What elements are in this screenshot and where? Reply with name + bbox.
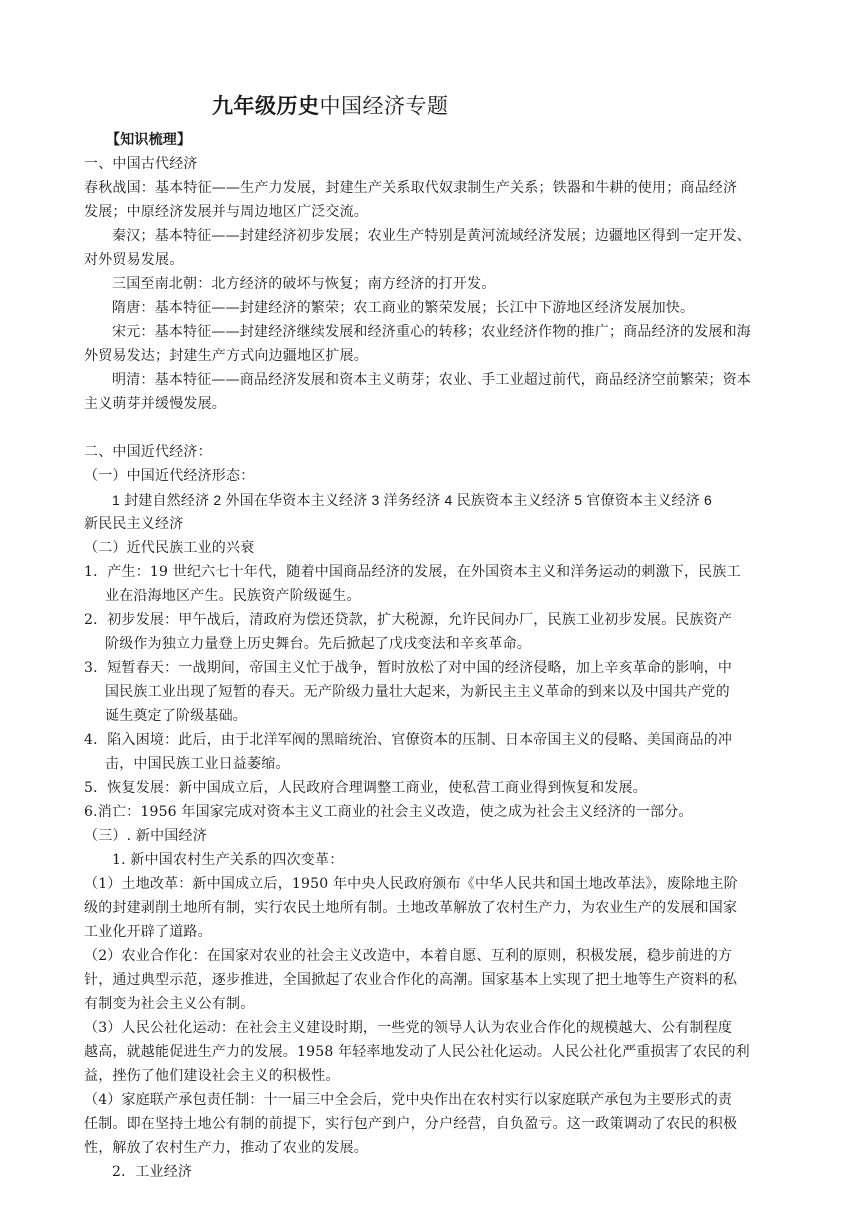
ancient-heading: 一、中国古代经济 [84, 156, 198, 172]
text-line: 春秋战国：基本特征——生产力发展，封建生产关系取代奴隶制生产关系；铁器和牛耕的使用；商品经济 [84, 180, 738, 196]
text-line: 秦汉；基本特征——封建经济初步发展；农业生产特别是黄河流域经济发展；边疆地区得到一定开发、 [112, 228, 751, 244]
national-industry-heading: （二）近代民族工业的兴衰 [84, 540, 255, 556]
text-line: （2）农业合作化：在国家对农业的社会主义改造中，本着自愿、互利的原则，积极发展，稳步前进的方 [84, 948, 733, 964]
text-line: 新民民主义经济 [84, 516, 184, 532]
title-part-topic: 中国经济专题 [319, 94, 449, 118]
text-line: 业在沿海地区产生。民族资产阶级诞生。 [105, 588, 361, 604]
list-item [84, 728, 780, 776]
list-item [84, 1016, 780, 1088]
list-item [84, 944, 780, 1016]
text-line: 级的封建剥削土地所有制，实行农民土地所有制。土地改革解放了农村生产力，为农业生产的发展和国家 [84, 900, 738, 916]
text-line: 发展；中原经济发展并与周边地区广泛交流。 [84, 204, 368, 220]
text-line: （3）人民公社化运动：在社会主义建设时期，一些党的领导人认为农业合作化的规模越大、公有制程度 [84, 1020, 733, 1036]
text-line: 4．陷入困境：此后，由于北洋军阀的黑暗统治、官僚资本的压制、日本帝国主义的侵略、美国商品的冲 [84, 732, 733, 748]
text-line: 有制变为社会主义公有制。 [84, 996, 255, 1012]
text-line: 性，解放了农村生产力，推动了农业的发展。 [84, 1140, 368, 1156]
text-line: （1）土地改革：新中国成立后，1950 年中央人民政府颁布《中华人民共和国土地改革法》，废除地主阶 [84, 876, 738, 892]
text-line: 诞生奠定了阶级基础。 [105, 708, 247, 724]
text-line: 主义萌芽并缓慢发展。 [84, 396, 226, 412]
text-line: 击，中国民族工业日益萎缩。 [105, 756, 290, 772]
text-line: 益，挫伤了他们建设社会主义的积极性。 [84, 1068, 340, 1084]
paragraph-sanguo: 三国至南北朝：北方经济的破坏与恢复；南方经济的打开发。 [112, 276, 496, 292]
paragraph-qinhan [84, 224, 780, 272]
section-label: 【知识梳理】 [106, 132, 192, 148]
list-item [84, 872, 780, 944]
text-line: 针，通过典型示范，逐步推进，全国掀起了农业合作化的高潮。国家基本上实现了把土地等生产资料的私 [84, 972, 738, 988]
new-china-heading: （三）. 新中国经济 [84, 828, 207, 844]
list-item: 5．恢复发展：新中国成立后，人民政府合理调整工商业，使私营工商业得到恢复和发展。 [84, 780, 647, 796]
paragraph-suitang: 隋唐：基本特征——封建经济的繁荣；农工商业的繁荣发展；长江中下游地区经济发展加快。 [112, 300, 695, 316]
page-title [212, 90, 449, 120]
industry-heading: 2．工业经济 [112, 1164, 193, 1180]
document-body [84, 128, 780, 1184]
list-item: 6.消亡：1956 年国家完成对资本主义工商业的社会主义改造，使之成为社会主义经济的一部分。 [84, 804, 693, 820]
text-line: 对外贸易发展。 [84, 252, 184, 268]
title-part-grade: 九年级历史 [212, 93, 320, 118]
modern-heading: 二、中国近代经济： [84, 444, 212, 460]
text-line: 1 封建自然经济 2 外国在华资本主义经济 3 洋务经济 4 民族资本主义经济 5 官僚资本主义经济 6 [112, 492, 713, 508]
paragraph-mingqing [84, 368, 780, 416]
paragraph-songyuan [84, 320, 780, 368]
text-line: 明清：基本特征——商品经济发展和资本主义萌芽；农业、手工业超过前代，商品经济空前繁荣；资本 [112, 372, 751, 388]
text-line: 越高，就越能促进生产力的发展。1958 年轻率地发动了人民公社化运动。人民公社化严重损害了农民的利 [84, 1044, 750, 1060]
spacer [84, 416, 780, 440]
list-item [84, 656, 780, 728]
text-line: （4）家庭联产承包责任制：十一届三中全会后，党中央作出在农村实行以家庭联产承包为主要形式的责 [84, 1092, 733, 1108]
forms-heading: （一）中国近代经济形态： [84, 468, 255, 484]
list-item [84, 560, 780, 608]
text-line: 阶级作为独立力量登上历史舞台。先后掀起了戊戌变法和辛亥革命。 [105, 636, 531, 652]
list-item [84, 608, 780, 656]
text-line: 任制。即在坚持土地公有制的前提下，实行包产到户，分户经营，自负盈亏。这一政策调动了农民的积极 [84, 1116, 738, 1132]
text-line: 外贸易发达；封建生产方式向边疆地区扩展。 [84, 348, 368, 364]
text-line: 工业化开辟了道路。 [84, 924, 212, 940]
text-line: 国民族工业出现了短暂的春天。无产阶级力量壮大起来，为新民主主义革命的到来以及中国共产党的 [105, 684, 730, 700]
text-line: 宋元：基本特征——封建经济继续发展和经济重心的转移；农业经济作物的推广；商品经济的发展和海 [112, 324, 751, 340]
paragraph-forms [84, 488, 780, 536]
rural-heading: 1. 新中国农村生产关系的四次变革： [112, 852, 344, 868]
text-line: 2．初步发展：甲午战后，清政府为偿还贷款，扩大税源，允许民间办厂，民族工业初步发展。民族资产 [84, 612, 733, 628]
paragraph-chunqiu [84, 176, 780, 224]
text-line: 1．产生：19 世纪六七十年代，随着中国商品经济的发展，在外国资本主义和洋务运动的刺激下，民族工 [84, 564, 741, 580]
text-line: 3．短暂春天：一战期间，帝国主义忙于战争，暂时放松了对中国的经济侵略，加上辛亥革命的影响，中 [84, 660, 733, 676]
list-item [84, 1088, 780, 1160]
